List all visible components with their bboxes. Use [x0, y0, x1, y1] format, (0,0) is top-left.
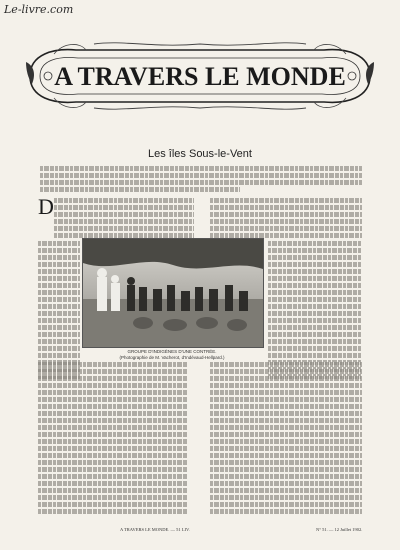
text-column-lower-left: [38, 362, 188, 516]
text-column-lower-right: [210, 362, 362, 516]
photo-caption: [82, 349, 262, 361]
photo-caption-credit: (Photographie de M. Vacherot, d'Indévaud-Hellpard.): [119, 355, 225, 360]
text-column-right-beside-photo: [268, 241, 362, 381]
footer-left: A TRAVERS LE MONDE. — 51 LIV.: [120, 527, 190, 532]
footer-right: N° 51. — 12 Juillet 1902.: [316, 527, 363, 532]
photo-caption-title: GROUPE D'INDIGÈNES D'UNE CONTRÉE.: [127, 349, 217, 354]
masthead-title: A TRAVERS LE MONDE: [54, 62, 346, 91]
watermark: Le-livre.com: [4, 3, 74, 16]
text-column-left: [54, 198, 194, 240]
article-title: Les îles Sous-le-Vent: [148, 148, 252, 160]
indigenous-group-photo: [82, 238, 264, 348]
text-column-left-under-dropcap: [38, 241, 80, 381]
header-banner: [24, 40, 376, 112]
dropcap: D: [38, 194, 54, 219]
article-intro: [40, 166, 362, 194]
text-column-right: [210, 198, 362, 240]
